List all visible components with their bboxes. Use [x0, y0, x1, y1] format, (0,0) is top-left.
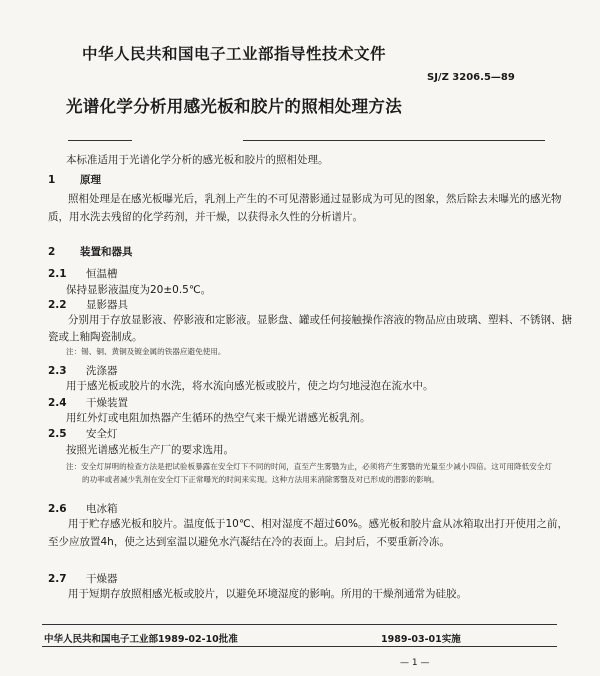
section-2-1-title: 恒温槽	[86, 268, 118, 280]
section-2-3-body: 用于感光板或胶片的水洗，将水流向感光板或胶片，使之均匀地浸泡在流水中。	[66, 380, 434, 392]
section-2-heading	[48, 243, 133, 261]
intro-paragraph: 本标准适用于光谱化学分析的感光板和胶片的照相处理。	[66, 154, 329, 166]
section-2-7-title: 干燥器	[86, 573, 118, 585]
footer-rule-bottom	[42, 646, 557, 647]
section-2-number: 2	[48, 246, 56, 258]
document-header: 中华人民共和国电子工业部指导性技术文件	[82, 45, 387, 63]
approval-line: 中华人民共和国电子工业部1989-02-10批准	[44, 634, 238, 645]
section-2-7-number: 2.7	[48, 573, 67, 585]
document-title: 光谱化学分析用感光板和胶片的照相处理方法	[66, 97, 402, 116]
section-2-7-body: 用于短期存放照相感光板或胶片，以避免环境湿度的影响。所用的干燥剂通常为硅胶。	[68, 588, 467, 600]
section-2-1-number: 2.1	[48, 268, 67, 280]
section-2-6-body: 用于贮存感光板和胶片。温度低于10℃、相对湿度不超过60%。感光板和胶片盒从冰箱取出打开使用之前，至少应放置4h，使之达到室温以避免水汽凝结在冷的表面上。启封后，不要重新冷冻。	[48, 518, 568, 548]
header-rule-long	[243, 140, 545, 141]
section-2-5-note: 注：安全灯屏明的检查方法是把试验板暴露在安全灯下不同的时间，直至产生雾翳为止，必须将产生雾翳的光量至少减小四倍。这可用降低安全灯的功率或者减少乳剂在安全灯下正常曝光的时间来实现。这种方法用来消除雾翳及对已形成的潜影的影响。	[66, 462, 552, 485]
section-2-6-number: 2.6	[48, 503, 67, 515]
section-2-4-body: 用红外灯或电阻加热器产生循环的热空气来干燥光谱感光板乳剂。	[66, 412, 371, 424]
section-2-5-body: 按照光谱感光板生产厂的要求选用。	[66, 444, 234, 456]
section-1-heading	[48, 171, 101, 189]
section-2-3-title: 洗涤器	[86, 365, 118, 377]
header-rule	[68, 140, 132, 141]
section-2-5-title: 安全灯	[86, 428, 118, 440]
implementation-date: 1989-03-01实施	[381, 634, 461, 645]
section-2-5-number: 2.5	[48, 428, 67, 440]
page-number: — 1 —	[400, 658, 430, 668]
section-2-4-title: 干燥装置	[86, 397, 128, 409]
section-1-number: 1	[48, 174, 56, 186]
section-2-2-body: 分别用于存放显影液、停影液和定影液。显影盘、罐或任何接触操作溶液的物品应由玻璃、塑料、不锈钢、搪瓷或上釉陶瓷制成。	[48, 314, 572, 343]
section-2-2-note: 注：锡、铜、黄铜及镀金属的铁器应避免使用。	[66, 347, 226, 356]
section-2-4-number: 2.4	[48, 397, 67, 409]
section-1-body: 照相处理是在感光板曝光后，乳剂上产生的不可见潜影通过显影成为可见的图象，然后除去未曝光的感光物质，用水洗去残留的化学药剂，并干燥，以获得永久性的分析谱片。	[48, 193, 562, 223]
standard-number: SJ/Z 3206.5—89	[427, 72, 515, 83]
section-2-6-title: 电冰箱	[86, 503, 118, 515]
section-2-1-body: 保持显影液温度为20±0.5℃。	[66, 284, 212, 296]
section-2-2-title: 显影器具	[86, 299, 128, 311]
section-1-title: 原理	[80, 174, 101, 186]
footer-rule	[42, 624, 557, 625]
section-2-3-number: 2.3	[48, 365, 67, 377]
section-2-title: 装置和器具	[80, 246, 133, 258]
section-2-2-number: 2.2	[48, 299, 67, 311]
